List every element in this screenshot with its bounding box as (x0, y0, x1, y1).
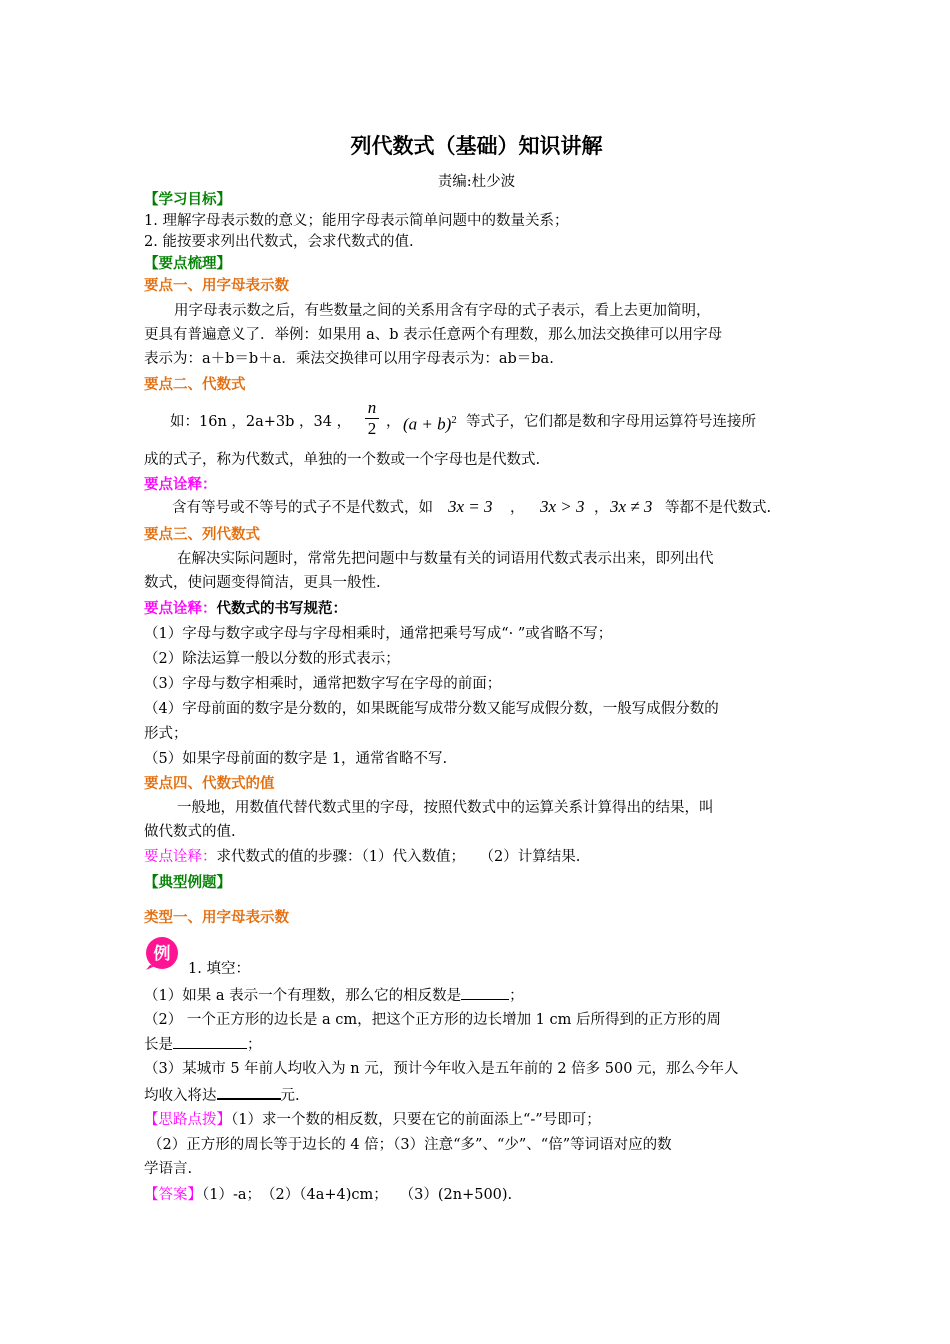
point2-heading: 要点二、代数式 (144, 377, 246, 393)
rule-5: （5）如果字母前面的数字是 1，通常省略不写. (144, 751, 448, 767)
point3-note (144, 599, 347, 619)
point3-heading: 要点三、列代数式 (144, 527, 260, 543)
example-badge-label: 例 (153, 944, 171, 964)
answer-text: （1）-a； （2）（4a+4)cm； （3）(2n+500). (202, 1187, 513, 1203)
point3-line-2: 数式，使问题变得简洁，更具一般性. (144, 575, 381, 591)
page-title: 列代数式（基础）知识讲解 (350, 134, 603, 158)
point4-line-1: 一般地，用数值代替代数式里的字母，按照代数式中的运算关系计算得出的结果，叫 (177, 800, 714, 816)
power-expression (403, 410, 457, 435)
hint-text-1: （1）求一个数的相反数，只要在它的前面添上“-”号即可； (231, 1112, 601, 1128)
example-3x-gt-3: 3x > 3 (540, 497, 585, 516)
rule-2: （2）除法运算一般以分数的形式表示； (144, 651, 400, 667)
type1-heading: 类型一、用字母表示数 (144, 910, 289, 926)
editor-line: 责编:杜少波 (437, 174, 516, 190)
power-exponent: 2 (451, 414, 457, 426)
answer-blank-2[interactable] (173, 1034, 247, 1049)
point1-heading: 要点一、用字母表示数 (144, 278, 289, 294)
question-2-line-2 (144, 1034, 262, 1055)
answer-line (144, 1185, 512, 1205)
question-2-suffix: ； (247, 1037, 262, 1053)
objective-item-1: 1. 理解字母表示数的意义；能用字母表示简单问题中的数量关系； (144, 213, 569, 229)
point2-separator: ， (386, 414, 401, 430)
answer-blank-1[interactable] (461, 985, 509, 1000)
point2-line-2: 成的式子，称为代数式，单独的一个数或一个字母也是代数式. (144, 452, 541, 468)
objective-item-2: 2. 能按要求列出代数式，会求代数式的值. (144, 234, 414, 250)
fraction-n-over-2 (365, 398, 379, 439)
point3-note-label: 要点诠释： (144, 601, 217, 617)
point4-note (144, 847, 580, 867)
question-1-prefix: （1）如果 a 表示一个有理数，那么它的相反数是 (144, 988, 462, 1004)
point2-note-prefix: 含有等号或不等号的式子不是代数式，如 (172, 500, 433, 516)
point1-line-2: 更具有普遍意义了．举例：如果用 a、b 表示任意两个有理数，那么加法交换律可以用字母 (144, 327, 723, 343)
point3-line-1: 在解决实际问题时，常常先把问题中与数量有关的词语用代数式表示出来，即列出代 (177, 551, 714, 567)
rule-4: （4）字母前面的数字是分数的，如果既能写成带分数又能写成假分数，一般写成假分数的 (144, 701, 719, 717)
point1-line-3: 表示为：a＋b＝b＋a．乘法交换律可以用字母表示为：ab＝ba. (144, 351, 554, 367)
point4-line-2: 做代数式的值. (144, 824, 236, 840)
question-3-line-1: （3）某城市 5 年前人均收入为 n 元，预计今年收入是五年前的 2 倍多 500 元，那么今年人 (144, 1061, 739, 1077)
rule-1: （1）字母与数字或字母与字母相乘时，通常把乘号写成“· ”或省略不写； (144, 626, 613, 642)
example-3x-eq-3: 3x = 3 (448, 497, 493, 516)
point4-note-label: 要点诠释： (144, 849, 217, 865)
point2-note-label: 要点诠释： (144, 477, 217, 493)
question-1 (144, 985, 524, 1006)
examples-header: 【典型例题】 (144, 875, 231, 891)
hint-line-1 (144, 1110, 601, 1130)
question-title: 1. 填空： (188, 961, 250, 977)
points-header: 【要点梳理】 (144, 256, 231, 272)
hint-line-3: 学语言. (144, 1161, 193, 1177)
answer-label: 【答案】 (144, 1187, 202, 1203)
question-3-suffix: 元. (280, 1088, 300, 1104)
question-2-prefix: 长是 (144, 1037, 173, 1053)
question-3-prefix: 均收入将达 (144, 1088, 217, 1104)
power-base: (a + b) (403, 414, 452, 434)
hint-line-2: （2）正方形的周长等于边长的 4 倍；（3）注意“多”、“少”、“倍”等词语对应的数 (148, 1137, 672, 1153)
point1-line-1: 用字母表示数之后，有些数量之间的关系用含有字母的式子表示，看上去更加简明， (174, 303, 711, 319)
rule-3: （3）字母与数字相乘时，通常把数字写在字母的前面； (144, 676, 502, 692)
answer-blank-3[interactable] (217, 1084, 281, 1100)
fraction-denominator: 2 (367, 419, 377, 438)
point4-heading: 要点四、代数式的值 (144, 776, 275, 792)
objectives-header: 【学习目标】 (144, 192, 231, 208)
example-3x-neq-3: 3x ≠ 3 (610, 497, 653, 516)
hint-label: 【思路点拨】 (144, 1112, 231, 1128)
rule-4-continued: 形式； (144, 726, 188, 742)
point2-line1-suffix: 等式子，它们都是数和字母用运算符号连接所 (466, 414, 756, 430)
example-separator-2: ， (594, 500, 609, 516)
question-1-suffix: ； (509, 988, 524, 1004)
example-badge-icon (144, 935, 180, 971)
example-separator-1: ， (510, 500, 525, 516)
point3-note-title: 代数式的书写规范： (216, 601, 347, 617)
question-2-line-1: （2） 一个正方形的边长是 a cm，把这个正方形的边长增加 1 cm 后所得到的正方形的周 (144, 1012, 721, 1028)
question-3-line-2 (144, 1084, 300, 1106)
point4-note-text: 求代数式的值的步骤：（1）代入数值； （2）计算结果. (216, 849, 581, 865)
point2-note-suffix: 等都不是代数式. (665, 500, 772, 516)
fraction-numerator: n (367, 398, 377, 417)
point2-line1-prefix: 如：16n ，2a+3b ，34 ， (170, 414, 352, 430)
